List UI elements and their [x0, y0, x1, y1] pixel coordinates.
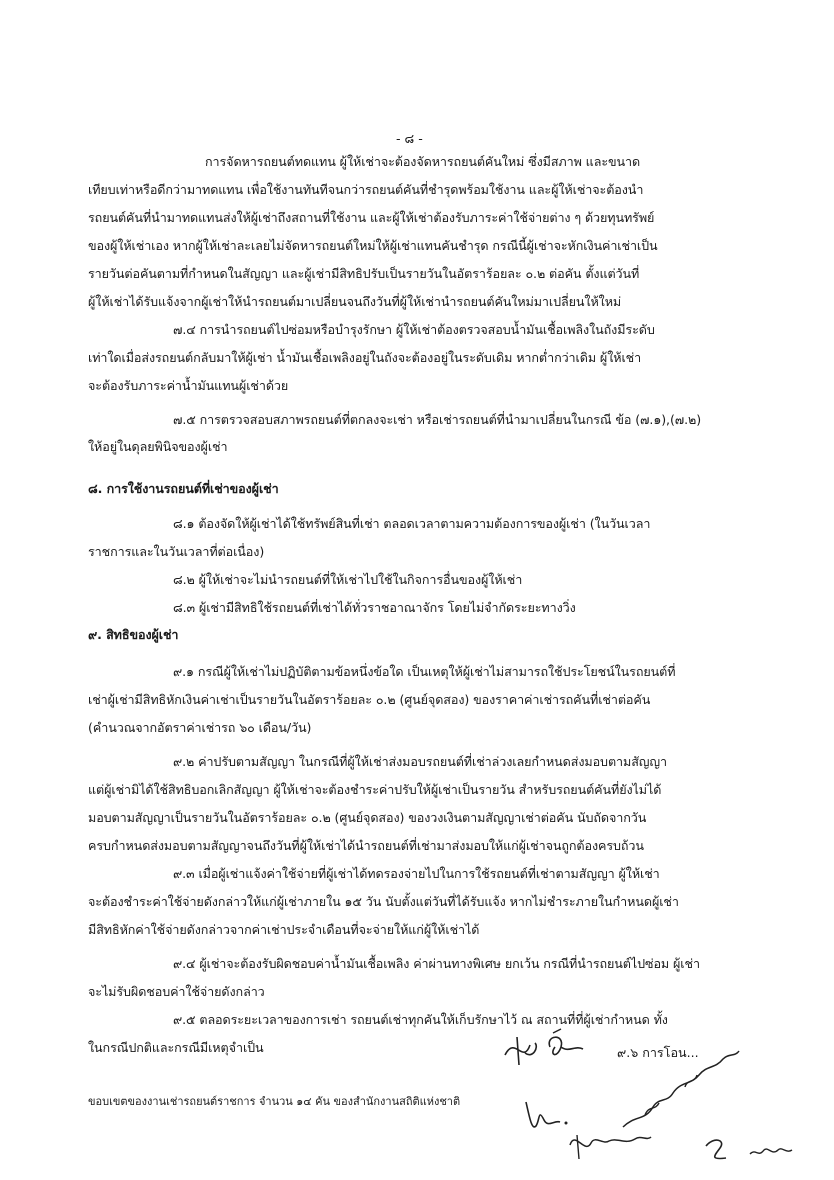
section-heading: ๙. สิทธิของผู้เช่า — [88, 627, 179, 642]
paragraph-line: ของผู้ให้เช่าเอง หากผู้ให้เช่าละเลยไม่จัดหารถยนต์ใหม่ให้ผู้เช่าแทนคันชำรุด กรณีนี้ผู้เช่าจะหักเงินค่าเช่าเป็น — [88, 238, 658, 253]
signature-mark — [495, 1025, 595, 1075]
paragraph-line: แต่ผู้เช่ามิได้ใช้สิทธิบอกเลิกสัญญา ผู้ให้เช่าจะต้องชำระค่าปรับให้ผู้เช่าเป็นรายวัน สำหรับรถยนต์คันที่ยังไม่ได้ — [88, 782, 662, 797]
paragraph-line: ๘.๑ ต้องจัดให้ผู้เช่าได้ใช้ทรัพย์สินที่เช่า ตลอดเวลาตามความต้องการของผู้เช่า (ในวันเวลา — [173, 516, 651, 531]
signature-mark — [700, 1130, 800, 1170]
paragraph-line: ๙.๑ กรณีผู้ให้เช่าไม่ปฏิบัติตามข้อหนึ่งข้อใด เป็นเหตุให้ผู้เช่าไม่สามารถใช้ประโยชน์ในรถยนต์ที่ — [173, 664, 676, 679]
paragraph-line: รายวันต่อคันตามที่กำหนดในสัญญา และผู้เช่ามีสิทธิปรับเป็นรายวันในอัตราร้อยละ ๐.๒ ต่อคัน ตั้งแต่วันที่ — [88, 266, 640, 281]
page-number: - ๘ - — [396, 131, 423, 146]
paragraph-line: ราชการและในวันเวลาที่ต่อเนื่อง) — [88, 544, 265, 559]
paragraph-line: ครบกำหนดส่งมอบตามสัญญาจนถึงวันที่ผู้ให้เช่าได้นำรถยนต์ที่เช่ามาส่งมอบให้แก่ผู้เช่าจนถูกต้องครบถ้วน — [88, 838, 644, 853]
paragraph-line: รถยนต์คันที่นำมาทดแทนส่งให้ผู้เช่าถึงสถานที่ใช้งาน และผู้ให้เช่าต้องรับภาระค่าใช้จ่ายต่าง ๆ ด้วยทุนทรัพย์ — [88, 210, 655, 225]
continuation-note: ๙.๖ การโอน... — [617, 1045, 699, 1060]
signature-mark — [615, 1045, 745, 1135]
paragraph-line: ๘.๓ ผู้เช่ามีสิทธิใช้รถยนต์ที่เช่าได้ทั่วราชอาณาจักร โดยไม่จำกัดระยะทางวิ่ง — [173, 600, 576, 615]
paragraph-line: ๙.๔ ผู้เช่าจะต้องรับผิดชอบค่าน้ำมันเชื้อเพลิง ค่าผ่านทางพิเศษ ยกเว้น กรณีที่นำรถยนต์ไปซ่อม ผู้เช่า — [173, 956, 700, 971]
paragraph-line: ในกรณีปกติและกรณีมีเหตุจำเป็น — [88, 1040, 264, 1055]
paragraph-line: มีสิทธิหักค่าใช้จ่ายดังกล่าวจากค่าเช่าประจำเดือนที่จะจ่ายให้แก่ผู้ให้เช่าได้ — [88, 922, 480, 937]
paragraph-line: (คำนวณจากอัตราค่าเช่ารถ ๖๐ เดือน/วัน) — [88, 720, 312, 735]
paragraph-line: ๗.๔ การนำรถยนต์ไปซ่อมหรือบำรุงรักษา ผู้ให้เช่าต้องตรวจสอบน้ำมันเชื้อเพลิงในถังมีระดับ — [173, 322, 655, 337]
paragraph-line: ๙.๕ ตลอดระยะเวลาของการเช่า รถยนต์เช่าทุกคันให้เก็บรักษาไว้ ณ สถานที่ที่ผู้เช่ากำหนด ทั้ง — [173, 1012, 668, 1027]
paragraph-line: การจัดหารถยนต์ทดแทน ผู้ให้เช่าจะต้องจัดหารถยนต์คันใหม่ ซึ่งมีสภาพ และขนาด — [205, 154, 641, 169]
paragraph-line: ๗.๕ การตรวจสอบสภาพรถยนต์ที่ตกลงจะเช่า หรือเช่ารถยนต์ที่นำมาเปลี่ยนในกรณี ข้อ (๗.๑),(๗.๒) — [173, 412, 702, 427]
paragraph-line: ๘.๒ ผู้ให้เช่าจะไม่นำรถยนต์ที่ให้เช่าไปใช้ในกิจการอื่นของผู้ให้เช่า — [173, 572, 523, 587]
paragraph-line: เทียบเท่าหรือดีกว่ามาทดแทน เพื่อใช้งานทันทีจนกว่ารถยนต์คันที่ชำรุดพร้อมใช้งาน และผู้ให้เช่าจะต้องนำ — [88, 182, 644, 197]
paragraph-line: ผู้ให้เช่าได้รับแจ้งจากผู้เช่าให้นำรถยนต์มาเปลี่ยนจนถึงวันที่ผู้ให้เช่านำรถยนต์คันใหม่มาเปลี่ยนให้ใหม่ — [88, 294, 622, 309]
paragraph-line: เท่าใดเมื่อส่งรถยนต์กลับมาให้ผู้เช่า น้ำมันเชื้อเพลิงอยู่ในถังจะต้องอยู่ในระดับเดิม หากต่ำกว่าเดิม ผู้ให้เช่า — [88, 350, 642, 365]
paragraph-line: จะต้องรับภาระค่าน้ำมันแทนผู้เช่าด้วย — [88, 378, 289, 393]
paragraph-line: ให้อยู่ในดุลยพินิจของผู้เช่า — [88, 439, 228, 454]
paragraph-line: จะไม่รับผิดชอบค่าใช้จ่ายดังกล่าว — [88, 984, 265, 999]
paragraph-line: มอบตามสัญญาเป็นรายวันในอัตราร้อยละ ๐.๒ (ศูนย์จุดสอง) ของวงเงินตามสัญญาเช่าต่อคัน นับถัดจากวัน — [88, 810, 647, 825]
paragraph-line: ๙.๒ ค่าปรับตามสัญญา ในกรณีที่ผู้ให้เช่าส่งมอบรถยนต์ที่เช่าล่วงเลยกำหนดส่งมอบตามสัญญา — [173, 754, 668, 769]
paragraph-line: เช่าผู้เช่ามีสิทธิหักเงินค่าเช่าเป็นรายวันในอัตราร้อยละ ๐.๒ (ศูนย์จุดสอง) ของราคาค่าเช่ารถคันที่เช่าต่อคัน — [88, 692, 651, 707]
paragraph-line: ๙.๓ เมื่อผู้เช่าแจ้งค่าใช้จ่ายที่ผู้เช่าได้ทดรองจ่ายไปในการใช้รถยนต์ที่เช่าตามสัญญา ผู้ให้เช่า — [173, 866, 660, 881]
paragraph-line: จะต้องชำระค่าใช้จ่ายดังกล่าวให้แก่ผู้เช่าภายใน ๑๕ วัน นับตั้งแต่วันที่ได้รับแจ้ง หากไม่ชำระภายในกำหนดผู้เช่า — [88, 894, 679, 909]
section-heading: ๘. การใช้งานรถยนต์ที่เช่าของผู้เช่า — [88, 481, 279, 496]
document-footer: ขอบเขตของงานเช่ารถยนต์ราชการ จำนวน ๑๔ คัน ของสำนักงานสถิติแห่งชาติ — [88, 1095, 461, 1108]
